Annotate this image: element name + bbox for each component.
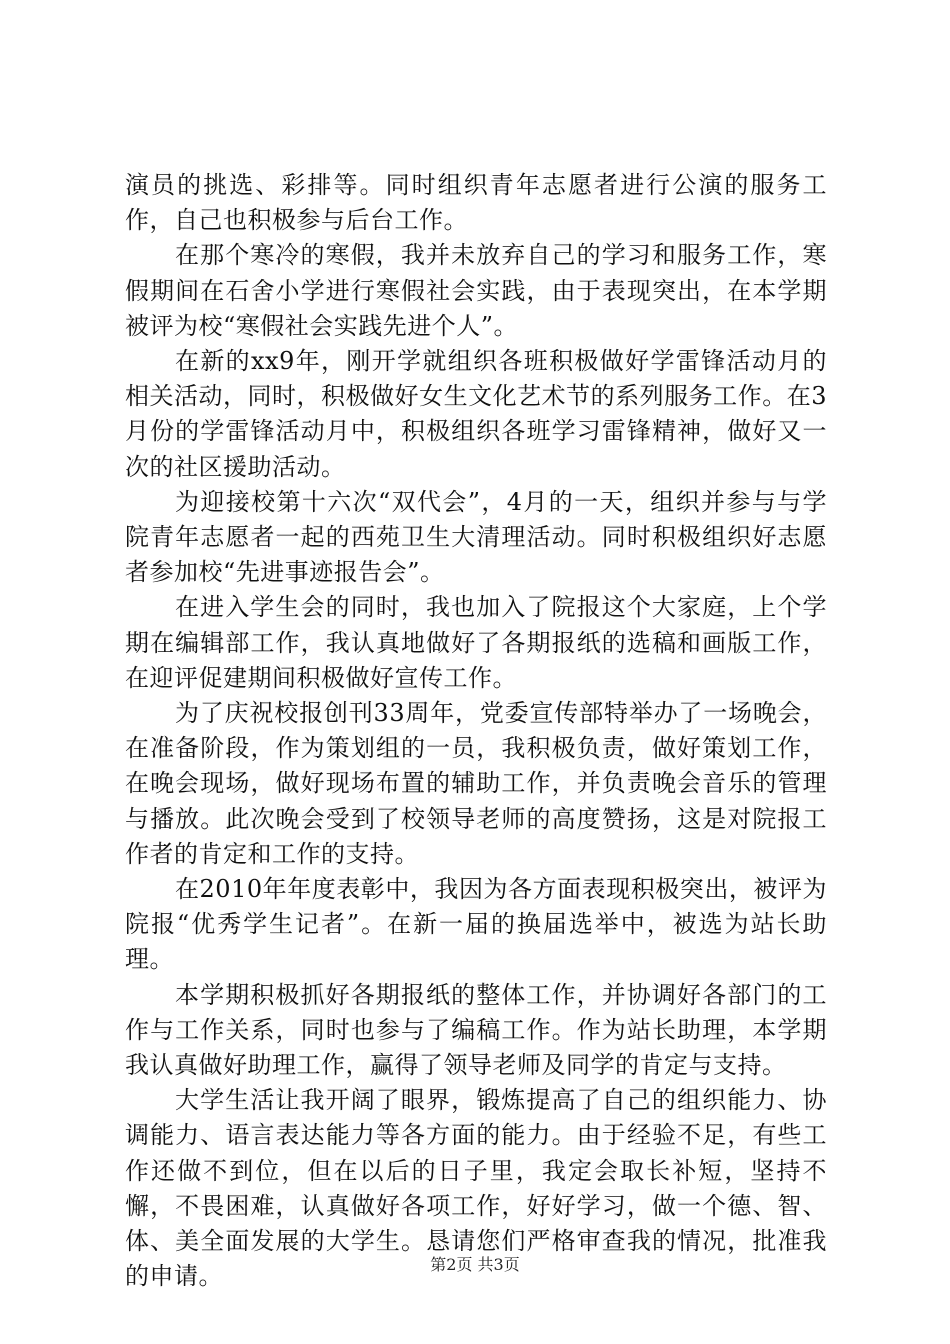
page-number-footer: 第2页 共3页 [430,1255,520,1274]
paragraph: 大学生活让我开阔了眼界，锻炼提高了自己的组织能力、协调能力、语言表达能力等各方面的能力。由于经验不足，有些工作还做不到位，但在以后的日子里，我定会取长补短，坚持不懈，不畏困难，认真做好各项工作，好好学习，做一个德、智、体、美全面发展的大学生。恳请您们严格审查我的情况，批准我的申请。 [125,1086,827,1291]
paragraph: 本学期积极抓好各期报纸的整体工作，并协调好各部门的工作与工作关系，同时也参与了编稿工作。作为站长助理，本学期我认真做好助理工作，赢得了领导老师及同学的肯定与支持。 [125,980,827,1080]
paragraph: 在2010年年度表彰中，我因为各方面表现积极突出，被评为院报“优秀学生记者”。在新一届的换届选举中，被选为站长助理。 [125,875,827,974]
paragraph: 在进入学生会的同时，我也加入了院报这个大家庭，上个学期在编辑部工作，我认真地做好了各期报纸的选稿和画版工作，在迎评促建期间积极做好宣传工作。 [125,593,827,692]
paragraph: 在那个寒冷的寒假，我并未放弃自己的学习和服务工作，寒假期间在石舍小学进行寒假社会实践，由于表现突出，在本学期被评为校“寒假社会实践先进个人”。 [125,241,827,340]
paragraph: 在新的xx9年，刚开学就组织各班积极做好学雷锋活动月的相关活动，同时，积极做好女生文化艺术节的系列服务工作。在3月份的学雷锋活动月中，积极组织各班学习雷锋精神，做好又一次的社区援助活动。 [125,347,827,481]
paragraph: 为了庆祝校报创刊33周年，党委宣传部特举办了一场晚会，在准备阶段，作为策划组的一员，我积极负责，做好策划工作，在晚会现场，做好现场布置的辅助工作，并负责晚会音乐的管理与播放。此次晚会受到了校领导老师的高度赞扬，这是对院报工作者的肯定和工作的支持。 [125,699,827,868]
paragraph: 演员的挑选、彩排等。同时组织青年志愿者进行公演的服务工作，自己也积极参与后台工作。 [125,171,827,235]
paragraph: 为迎接校第十六次“双代会”，4月的一天，组织并参与与学院青年志愿者一起的西苑卫生大清理活动。同时积极组织好志愿者参加校“先进事迹报告会”。 [125,487,827,587]
document-body [125,168,827,1295]
